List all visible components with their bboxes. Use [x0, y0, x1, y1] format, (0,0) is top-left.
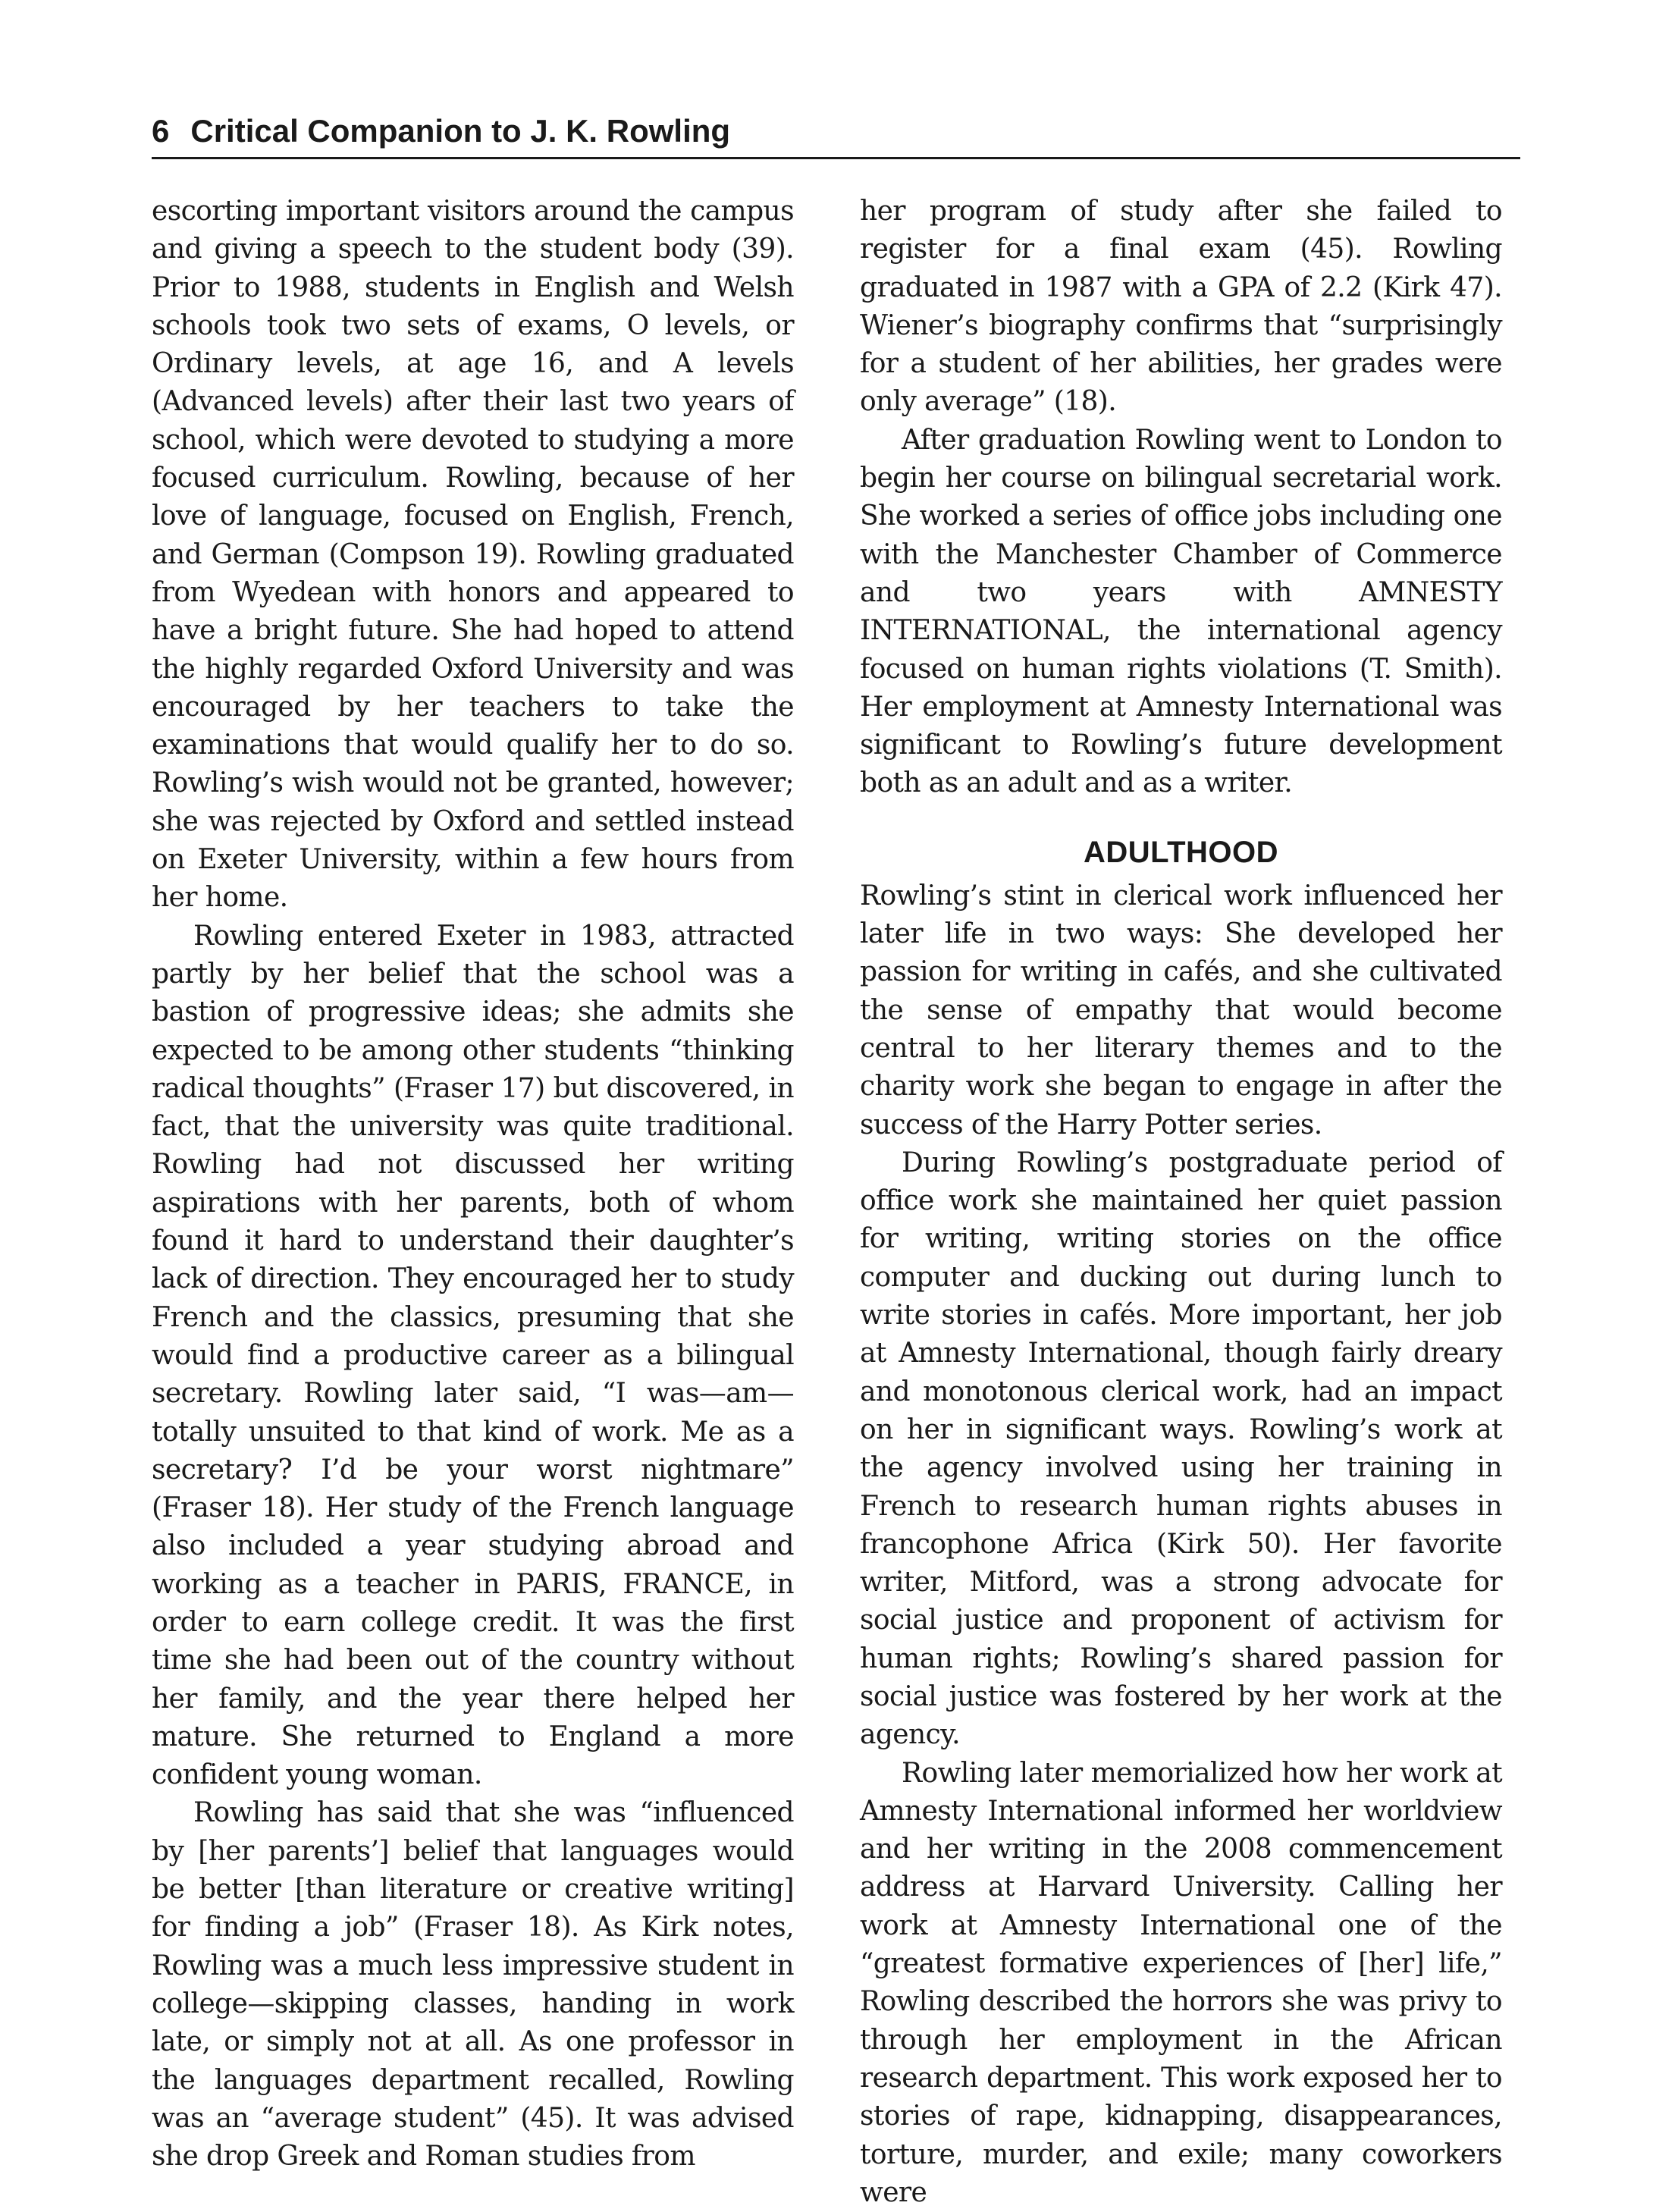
paragraph: escorting important visitors around the campus and giving a speech to the student body (39). Prior to 1988, students in English and Welsh schools took two sets of exams, O levels, or Ordinary levels, at age 16, and A levels (Advanced levels) after their last two years of school, which were devoted to studying a more focused curriculum. Rowling, because of her love of language, focused on English, French, and German (Compson 19). Rowling graduated from Wyedean with honors and appeared to have a bright future. She had hoped to attend the highly regarded Oxford University and was encouraged by her teachers to take the examinations that would qualify her to do so. Rowling’s wish would not be granted, however; she was rejected by Oxford and settled instead on Exeter University, within a few hours from her home.: [152, 196, 794, 914]
book-title: Critical Companion to J. K. Rowling: [190, 113, 731, 149]
page-number: 6: [152, 113, 170, 149]
paragraph: Rowling later memorialized how her work at Amnesty International informed her worldview and her writing in the 2008 commencement address at Harvard University. Calling her work at Amnesty International one of the “greatest formative experiences of [her] life,” Rowling described the horrors she was privy to through her employment in the African research department. This work exposed her to stories of rape, kidnapping, disappearances, torture, murder, and exile; many coworkers were: [860, 1757, 1502, 2208]
left-column: [152, 193, 794, 2176]
running-head: [152, 106, 1520, 156]
paragraph: Rowling’s stint in clerical work influenced her later life in two ways: She developed her passion for writing in cafés, and she cultivated the sense of empathy that would become central to her literary themes and to the charity work she began to engage in after the success of the Harry Potter series.: [860, 880, 1502, 1141]
paragraph: During Rowling’s postgraduate period of office work she maintained her quiet passion for writing, writing stories on the office computer and ducking out during lunch to write stories in cafés. More important, her job at Amnesty International, though fairly dreary and monotonous clerical work, had an impact on her in significant ways. Rowling’s work at the agency involved using her training in French to research human rights abuses in francophone Africa (Kirk 50). Her favorite writer, Mitford, was a strong advocate for social justice and proponent of activism for human rights; Rowling’s shared passion for social justice was fostered by her work at the agency.: [860, 1147, 1502, 1751]
right-column: [860, 193, 1502, 2212]
paragraph: Rowling entered Exeter in 1983, attracted partly by her belief that the school was a bastion of progressive ideas; she admits she expected to be among other students “thinking radical thoughts” (Fraser 17) but discovered, in fact, that the university was quite traditional. Rowling had not discussed her writing aspirations with her parents, both of whom found it hard to understand their daughter’s lack of direction. They encouraged her to study French and the classics, presuming that she would find a productive career as a bilingual secretary. Rowling later said, “I was—am—totally unsuited to that kind of work. Me as a secretary? I’d be your worst nightmare” (Fraser 18). Her study of the French language also included a year studying abroad and working as a teacher in PARIS, FRANCE, in order to earn college credit. It was the first time she had been out of the country without her family, and the year there helped her mature. She returned to England a more confident young woman.: [152, 920, 794, 1791]
header-rule: [152, 157, 1520, 159]
paragraph: After graduation Rowling went to London to begin her course on bilingual secretarial work. She worked a series of office jobs including one with the Manchester Chamber of Commerce and two years with AMNESTY INTERNATIONAL, the international agency focused on human rights violations (T. Smith). Her employment at Amnesty International was significant to Rowling’s future development both as an adult and as a writer.: [860, 424, 1502, 799]
paragraph: her program of study after she failed to register for a final exam (45). Rowling graduated in 1987 with a GPA of 2.2 (Kirk 47). Wiener’s biography confirms that “surprisingly for a student of her abilities, her grades were only average” (18).: [860, 196, 1502, 418]
paragraph: Rowling has said that she was “influenced by [her parents’] belief that languages would be better [than literature or creative writing] for finding a job” (Fraser 18). As Kirk notes, Rowling was a much less impressive student in college—skipping classes, handing in work late, or simply not at all. As one professor in the languages department recalled, Rowling was an “average student” (45). It was advised she drop Greek and Roman studies from: [152, 1797, 794, 2173]
section-heading: ADULTHOOD: [1083, 835, 1279, 869]
